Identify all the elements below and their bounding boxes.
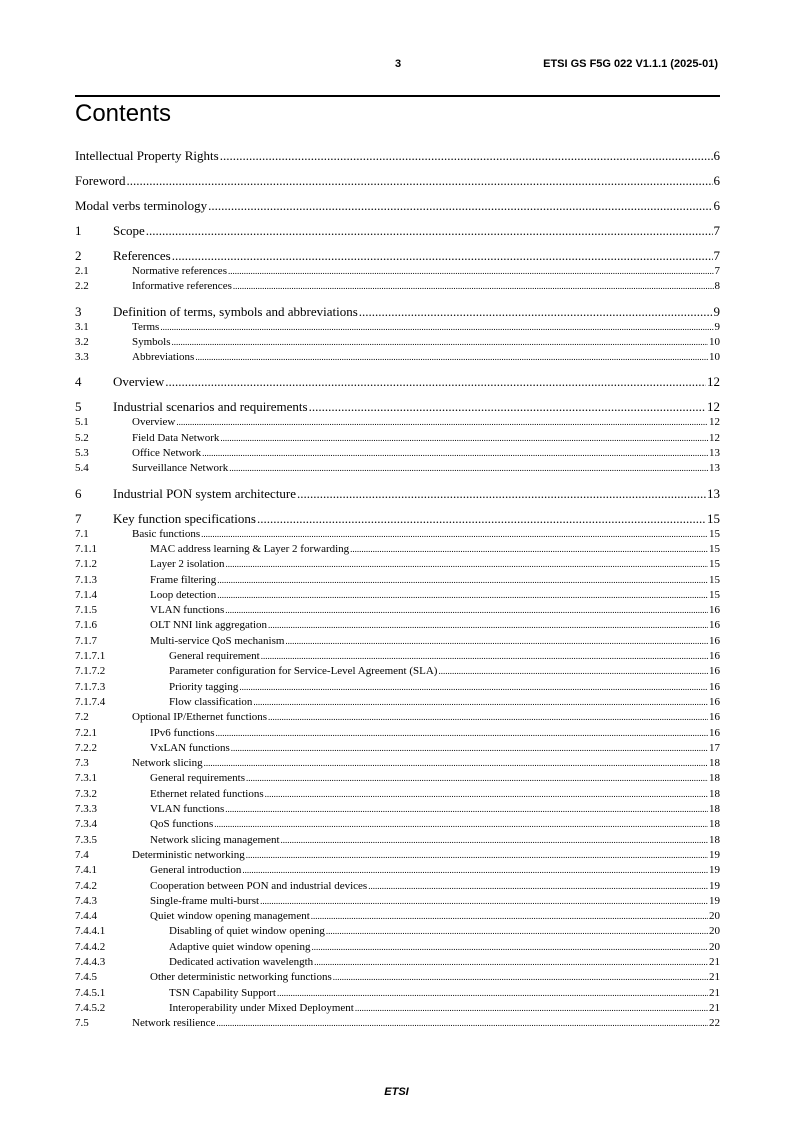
toc-entry-page: 18	[709, 833, 720, 846]
toc-entry-number: 4	[75, 374, 82, 390]
dot-leader	[297, 486, 706, 502]
toc-entry-label: Multi-service QoS mechanism	[150, 634, 285, 647]
toc-entry[interactable]	[75, 955, 720, 970]
toc-entry-page: 15	[709, 527, 720, 540]
toc-entry-label: Parameter configuration for Service-Level Agreement (SLA)	[169, 665, 438, 678]
dot-leader	[277, 986, 708, 1001]
toc-entry-label: Layer 2 isolation	[150, 558, 225, 571]
dot-leader	[261, 649, 708, 664]
dot-leader	[242, 863, 708, 878]
toc-entry-page: 19	[709, 894, 720, 907]
toc-entry-page: 21	[709, 986, 720, 999]
toc-entry[interactable]	[75, 649, 720, 664]
toc-entry-label: Office Network	[132, 447, 202, 460]
dot-leader	[326, 924, 708, 939]
toc-entry-page: 18	[709, 772, 720, 785]
toc-entry-page: 15	[709, 558, 720, 571]
toc-entry[interactable]	[75, 320, 720, 335]
page-number: 3	[394, 58, 402, 70]
toc-entry[interactable]	[75, 970, 720, 985]
dot-leader	[220, 148, 713, 164]
toc-entry-number: 7.4.1	[75, 864, 97, 877]
toc-entry[interactable]	[75, 542, 720, 557]
toc-entry[interactable]	[75, 756, 720, 771]
toc-entry-number: 7.4.4.2	[75, 940, 106, 953]
dot-leader	[229, 461, 708, 476]
toc-entry-page: 13	[707, 485, 720, 501]
toc-entry-number: 2.2	[75, 280, 89, 293]
toc-entry-label: Flow classification	[169, 695, 253, 708]
toc-entry-label: Optional IP/Ethernet functions	[132, 711, 268, 724]
footer-etsi: ETSI	[384, 1086, 409, 1098]
dot-leader	[314, 955, 708, 970]
toc-entry-label: General requirements	[150, 772, 245, 785]
toc-entry[interactable]	[75, 924, 720, 939]
toc-entry-page: 15	[709, 542, 720, 555]
toc-entry-number: 3.3	[75, 351, 89, 364]
toc-entry-label: VLAN functions	[150, 604, 225, 617]
toc-entry-label: Priority tagging	[169, 680, 239, 693]
toc-entry-label: TSN Capability Support	[169, 986, 276, 999]
toc-entry-number: 7.2.2	[75, 741, 97, 754]
toc-entry[interactable]	[75, 634, 720, 649]
dot-leader	[309, 399, 706, 415]
toc-entry[interactable]	[75, 802, 720, 817]
toc-entry[interactable]	[75, 863, 720, 878]
toc-entry-number: 6	[75, 485, 82, 501]
dot-leader	[311, 940, 708, 955]
toc-entry[interactable]	[75, 787, 720, 802]
toc-entry-number: 7.4.2	[75, 879, 97, 892]
dot-leader	[228, 264, 714, 279]
dot-leader	[216, 1016, 708, 1031]
toc-entry-page: 16	[709, 665, 720, 678]
toc-entry-number: 7.1.7.4	[75, 695, 106, 708]
dot-leader	[268, 710, 708, 725]
toc-entry-label: Quiet window opening management	[150, 910, 310, 923]
toc-entry-page: 12	[707, 374, 720, 390]
toc-entry-page: 12	[709, 431, 720, 444]
toc-entry-page: 18	[709, 787, 720, 800]
toc-entry-number: 3.1	[75, 320, 89, 333]
toc-entry-page: 12	[707, 399, 720, 415]
dot-leader	[350, 542, 708, 557]
toc-entry-page: 16	[709, 619, 720, 632]
toc-entry-page: 16	[709, 680, 720, 693]
dot-leader	[246, 771, 708, 786]
dot-leader	[257, 511, 706, 527]
toc-entry-page: 16	[709, 650, 720, 663]
toc-entry[interactable]	[75, 446, 720, 461]
dot-leader	[202, 446, 708, 461]
toc-entry-label: Informative references	[132, 280, 232, 293]
toc-entry-number: 5.2	[75, 431, 89, 444]
toc-entry-label: VLAN functions	[150, 803, 225, 816]
toc-entry-label: Disabling of quiet window opening	[169, 925, 325, 938]
toc-entry-number: 7.1.7	[75, 634, 97, 647]
toc-entry[interactable]	[75, 573, 720, 588]
toc-entry-number: 7.3.4	[75, 818, 97, 831]
toc-entry-label: IPv6 functions	[150, 726, 215, 739]
toc-entry-page: 19	[709, 864, 720, 877]
toc-entry-page: 7	[714, 265, 720, 277]
dot-leader	[204, 756, 708, 771]
toc-entry-page: 13	[709, 462, 720, 475]
toc-entry-page: 13	[709, 447, 720, 460]
toc-entry-number: 7.1.7.3	[75, 680, 106, 693]
toc-entry-label: Definition of terms, symbols and abbreviations	[113, 303, 358, 319]
toc-entry-label: Terms	[132, 320, 160, 333]
toc-entry[interactable]	[75, 741, 720, 756]
toc-entry-label: Key function specifications	[113, 510, 256, 526]
toc-entry-number: 7.1.7.2	[75, 665, 106, 678]
toc-entry[interactable]	[75, 848, 720, 863]
toc-entry-number: 7.2.1	[75, 726, 97, 739]
toc-entry-number: 7.1.3	[75, 573, 97, 586]
dot-leader	[368, 879, 708, 894]
dot-leader	[253, 695, 708, 710]
toc-entry-label: Industrial PON system architecture	[113, 485, 297, 501]
toc-entry-label: Field Data Network	[132, 431, 220, 444]
dot-leader	[146, 223, 713, 239]
document-id: ETSI GS F5G 022 V1.1.1 (2025-01)	[543, 58, 718, 70]
toc-entry[interactable]	[75, 350, 720, 365]
toc-entry-page: 6	[713, 198, 720, 213]
toc-entry[interactable]	[75, 680, 720, 695]
dot-leader	[333, 970, 708, 985]
toc-entry-page: 16	[709, 604, 720, 617]
toc-entry-page: 18	[709, 757, 720, 770]
toc-entry-page: 20	[709, 925, 720, 938]
toc-entry[interactable]	[75, 588, 720, 603]
toc-entry-label: Basic functions	[132, 527, 201, 540]
toc-entry-number: 7.4.4	[75, 910, 97, 923]
toc-entry-page: 8	[714, 280, 720, 293]
toc-entry[interactable]	[75, 909, 720, 924]
toc-entry-number: 7.1.1	[75, 542, 97, 555]
dot-leader	[438, 664, 708, 679]
toc-entry-page: 6	[713, 173, 720, 188]
toc-entry-label: Frame filtering	[150, 573, 217, 586]
dot-leader	[226, 557, 708, 572]
toc-entry-page: 10	[709, 351, 720, 364]
toc-entry-label: Intellectual Property Rights	[75, 148, 219, 163]
toc-entry-page: 15	[709, 573, 720, 586]
toc-entry[interactable]	[75, 817, 720, 832]
toc-entry-page: 21	[709, 1001, 720, 1014]
toc-entry[interactable]	[75, 695, 720, 710]
toc-entry-page: 7	[713, 223, 720, 238]
toc-entry[interactable]	[75, 618, 720, 633]
toc-entry-label: Industrial scenarios and requirements	[113, 399, 308, 415]
toc-entry-number: 5.3	[75, 447, 89, 460]
toc-entry[interactable]	[75, 879, 720, 894]
toc-entry-label: MAC address learning & Layer 2 forwarding	[150, 542, 350, 555]
toc-entry-number: 7.2	[75, 711, 89, 724]
dot-leader	[281, 833, 708, 848]
dot-leader	[260, 894, 708, 909]
toc-entry-page: 21	[709, 971, 720, 984]
toc-entry-label: Dedicated activation wavelength	[169, 955, 314, 968]
dot-leader	[268, 618, 708, 633]
dot-leader	[265, 787, 708, 802]
toc-entry-label: Surveillance Network	[132, 462, 229, 475]
toc-entry-number: 7.1.4	[75, 588, 97, 601]
toc-entry-label: Normative references	[132, 265, 227, 277]
header-rule	[75, 95, 720, 97]
toc-entry-number: 2	[75, 248, 82, 263]
toc-entry-label: General introduction	[150, 864, 242, 877]
toc-entry-page: 7	[713, 248, 720, 263]
toc-entry-page: 20	[709, 940, 720, 953]
toc-entry-page: 16	[709, 711, 720, 724]
toc-entry-number: 1	[75, 223, 82, 238]
toc-entry-label: Network slicing	[132, 757, 203, 770]
toc-entry-label: Modal verbs terminology	[75, 198, 208, 213]
dot-leader	[208, 198, 712, 214]
toc-entry[interactable]	[75, 415, 720, 430]
toc-entry-page: 18	[709, 818, 720, 831]
toc-entry[interactable]	[75, 399, 720, 415]
toc-entry[interactable]	[75, 940, 720, 955]
dot-leader	[246, 848, 708, 863]
toc-entry-page: 19	[709, 848, 720, 861]
dot-leader	[172, 248, 713, 264]
dot-leader	[355, 1001, 708, 1016]
toc-entry-number: 7.4.5	[75, 971, 97, 984]
toc-entry-page: 21	[709, 955, 720, 968]
toc-entry-number: 7.4.5.2	[75, 1001, 106, 1014]
dot-leader	[214, 817, 708, 832]
toc-entry-label: Deterministic networking	[132, 848, 245, 861]
toc-entry-number: 7.1.7.1	[75, 650, 106, 663]
toc-entry-page: 15	[707, 510, 720, 526]
toc-entry[interactable]	[75, 710, 720, 725]
toc-entry[interactable]	[75, 173, 720, 189]
toc-entry-number: 2.1	[75, 265, 89, 277]
toc-entry[interactable]	[75, 603, 720, 618]
toc-entry[interactable]	[75, 1016, 720, 1031]
toc-entry-label: Foreword	[75, 173, 126, 188]
dot-leader	[172, 335, 708, 350]
toc-entry-page: 19	[709, 879, 720, 892]
toc-entry-number: 5.4	[75, 462, 89, 475]
dot-leader	[217, 588, 708, 603]
toc-entry-label: References	[113, 248, 171, 263]
toc-entry[interactable]	[75, 431, 720, 446]
toc-entry-number: 3.2	[75, 335, 89, 348]
toc-entry-label: Network slicing management	[150, 833, 280, 846]
dot-leader	[215, 726, 708, 741]
toc-entry-number: 7.3.5	[75, 833, 97, 846]
toc-entry-label: Network resilience	[132, 1017, 216, 1030]
toc-entry-number: 7.1.5	[75, 604, 97, 617]
dot-leader	[233, 279, 714, 294]
toc-entry[interactable]	[75, 486, 720, 502]
dot-leader	[176, 415, 708, 430]
toc-entry-number: 7.4.4.1	[75, 925, 106, 938]
toc-entry-page: 10	[709, 335, 720, 348]
toc-entry-number: 3	[75, 303, 82, 319]
toc-entry-page: 16	[709, 695, 720, 708]
toc-entry-page: 18	[709, 803, 720, 816]
toc-entry-page: 9	[714, 320, 720, 333]
toc-entry[interactable]	[75, 511, 720, 527]
toc-entry-label: Interoperability under Mixed Deployment	[169, 1001, 354, 1014]
toc-entry[interactable]	[75, 726, 720, 741]
toc-entry[interactable]	[75, 527, 720, 542]
dot-leader	[165, 374, 706, 390]
toc-entry-label: Ethernet related functions	[150, 787, 264, 800]
dot-leader	[285, 634, 708, 649]
dot-leader	[231, 741, 708, 756]
toc-entry-label: Overview	[132, 416, 176, 429]
toc-entry[interactable]	[75, 664, 720, 679]
toc-entry-label: Single-frame multi-burst	[150, 894, 260, 907]
toc-entry-page: 16	[709, 726, 720, 739]
toc-entry[interactable]	[75, 1001, 720, 1016]
toc-entry-number: 7.3.1	[75, 772, 97, 785]
toc-entry-number: 7.1.2	[75, 558, 97, 571]
toc-entry-page: 22	[709, 1017, 720, 1030]
dot-leader	[127, 173, 713, 189]
table-of-contents	[75, 148, 720, 1031]
toc-entry[interactable]	[75, 557, 720, 572]
toc-entry-number: 7.5	[75, 1017, 89, 1030]
toc-entry-label: Scope	[113, 223, 145, 238]
toc-entry[interactable]	[75, 374, 720, 390]
toc-entry-label: OLT NNI link aggregation	[150, 619, 268, 632]
toc-entry-page: 17	[709, 741, 720, 754]
toc-entry-page: 15	[709, 588, 720, 601]
toc-entry-number: 7.4	[75, 848, 89, 861]
dot-leader	[239, 680, 708, 695]
toc-entry[interactable]	[75, 248, 720, 264]
dot-leader	[225, 802, 708, 817]
toc-entry-number: 7.4.4.3	[75, 955, 106, 968]
toc-entry-label: Abbreviations	[132, 351, 195, 364]
toc-entry-label: Other deterministic networking functions	[150, 971, 332, 984]
toc-entry[interactable]	[75, 335, 720, 350]
dot-leader	[217, 573, 708, 588]
toc-entry-number: 7.3.2	[75, 787, 97, 800]
toc-entry-page: 20	[709, 910, 720, 923]
toc-entry-label: Overview	[113, 374, 165, 390]
toc-entry-label: Adaptive quiet window opening	[169, 940, 311, 953]
toc-entry-number: 7.1	[75, 527, 89, 540]
toc-entry[interactable]	[75, 771, 720, 786]
toc-entry-page: 12	[709, 416, 720, 429]
toc-entry[interactable]	[75, 223, 720, 239]
toc-entry[interactable]	[75, 304, 720, 320]
toc-entry-page: 16	[709, 634, 720, 647]
toc-entry-label: General requirement	[169, 650, 260, 663]
toc-entry[interactable]	[75, 986, 720, 1001]
toc-entry-number: 7.3	[75, 757, 89, 770]
dot-leader	[201, 527, 708, 542]
toc-entry-number: 5.1	[75, 416, 89, 429]
toc-entry-label: Symbols	[132, 335, 171, 348]
dot-leader	[220, 431, 708, 446]
toc-entry-label: QoS functions	[150, 818, 214, 831]
dot-leader	[160, 320, 713, 335]
dot-leader	[311, 909, 708, 924]
toc-entry-number: 7.4.5.1	[75, 986, 106, 999]
toc-entry-page: 6	[713, 148, 720, 163]
toc-entry[interactable]	[75, 279, 720, 294]
toc-entry[interactable]	[75, 461, 720, 476]
toc-entry-number: 7.4.3	[75, 894, 97, 907]
toc-entry-number: 7	[75, 510, 82, 526]
toc-entry-number: 7.3.3	[75, 803, 97, 816]
toc-entry[interactable]	[75, 198, 720, 214]
toc-entry-label: VxLAN functions	[150, 741, 230, 754]
dot-leader	[195, 350, 708, 365]
toc-entry-label: Cooperation between PON and industrial devices	[150, 879, 368, 892]
toc-entry[interactable]	[75, 148, 720, 164]
toc-entry-number: 5	[75, 399, 82, 415]
toc-entry-number: 7.1.6	[75, 619, 97, 632]
toc-entry-page: 9	[713, 303, 720, 319]
toc-entry[interactable]	[75, 894, 720, 909]
toc-entry-label: Loop detection	[150, 588, 217, 601]
dot-leader	[225, 603, 708, 618]
toc-entry[interactable]	[75, 833, 720, 848]
page-title: Contents	[75, 100, 172, 127]
dot-leader	[359, 304, 713, 320]
toc-entry[interactable]	[75, 264, 720, 279]
